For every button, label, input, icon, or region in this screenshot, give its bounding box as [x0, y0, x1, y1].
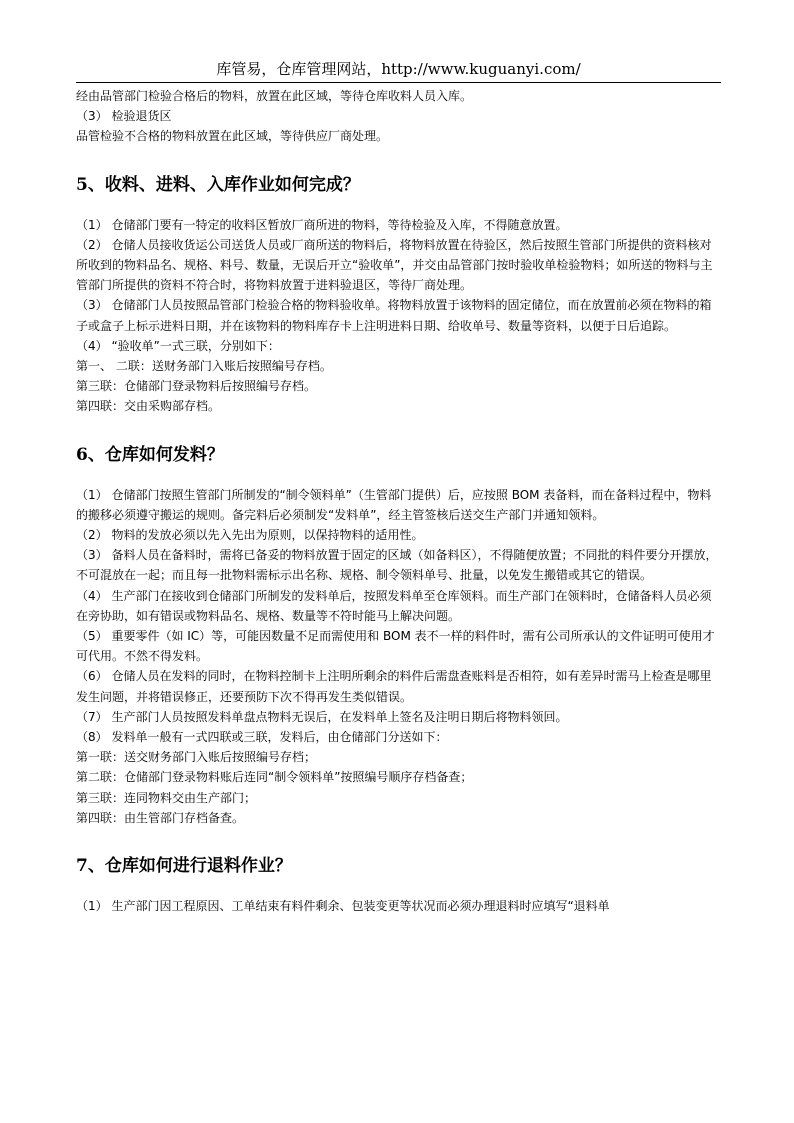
paragraph: 第四联：交由采购部存档。	[76, 399, 221, 414]
paragraph: （4） “验收单”一式三联，分别如下：	[76, 338, 280, 353]
paragraph: 品管检验不合格的物料放置在此区域，等待供应厂商处理。	[76, 129, 389, 144]
paragraph: （2） 仓储人员接收货运公司送货人员或厂商所送的物料后，将物料放置在待验区，然后按照生管部门所提供的资料核对所收到的物料品名、规格、料号、数量，无误后开立“验收单”，并交由品管部门按时验收单检验物料；如所送的物料与主管部门所提供的资料不符合时，将物料放置于进料验退区，等待厂商处理。	[76, 237, 713, 293]
paragraph: 第一、 二联：送财务部门入账后按照编号存档。	[76, 359, 332, 374]
section-6-title: 6、仓库如何发料？	[76, 444, 224, 465]
paragraph: 经由品管部门检验合格后的物料，放置在此区域，等待仓库收料人员入库。	[76, 89, 473, 103]
paragraph: 第三联：仓储部门登录物料后按照编号存档。	[76, 379, 317, 394]
paragraph: （1） 仓储部门要有一特定的收料区暂放厂商所进的物料，等待检验及入库，不得随意放置。	[76, 217, 568, 232]
paragraph: （2） 物料的发放必须以先入先出为原则，以保持物料的适用性。	[76, 528, 424, 543]
paragraph: （1） 仓储部门按照生管部门所制发的“制令领料单”（生管部门提供）后，应按照 BOM 表备料，而在备料过程中，物料的搬移必须遵守搬运的规则。备完料后必须制发“发料单”，经主管签核后送交生产部门并通知领料。	[76, 487, 712, 522]
section-6-body	[76, 485, 721, 828]
paragraph: （8） 发料单一般有一式四联或三联，发料后，由仓储部门分送如下：	[76, 730, 448, 745]
paragraph: （7） 生产部门人员按照发料单盘点物料无误后，在发料单上签名及注明日期后将物料领回。	[76, 709, 568, 724]
document-body	[76, 86, 721, 916]
section-5-body	[76, 215, 721, 417]
paragraph: （5） 重要零件（如 IC）等，可能因数量不足而需使用和 BOM 表不一样的料件时，需有公司所承认的文件证明可使用才可代用。不然不得发料。	[76, 629, 715, 664]
paragraph: 第二联：仓储部门登录物料账后连同“制令领料单”按照编号顺序存档备查；	[76, 770, 473, 785]
paragraph: （3） 检验退货区	[76, 109, 172, 124]
section-7-title: 7、仓库如何进行退料作业？	[76, 856, 292, 877]
paragraph: （1） 生产部门因工程原因、工单结束有料件剩余、包装变更等状况而必须办理退料时应填写“退料单	[76, 899, 610, 914]
paragraph: （3） 备料人员在备料时，需将已备妥的物料放置于固定的区域（如备料区），不得随便放置；不同批的料件要分开摆放，不可混放在一起；而且每一批物料需标示出名称、规格、制令领料单号、批量，以免发生搬错或其它的错误。	[76, 548, 718, 583]
section-7-body	[76, 896, 721, 916]
page-header: 库管易，仓库管理网站，http://www.kuguanyi.com/	[76, 58, 721, 83]
intro-block	[76, 86, 721, 147]
paragraph: （3） 仓储部门人员按照品管部门检验合格的物料验收单。将物料放置于该物料的固定储位，而在放置前必须在物料的箱子或盒子上标示进料日期，并在该物料的物料库存卡上注明进料日期、给收单号、数量等资料，以便于日后追踪。	[76, 298, 712, 333]
paragraph: 第一联：送交财务部门入账后按照编号存档；	[76, 750, 317, 765]
paragraph: 第三联：连同物料交由生产部门；	[76, 790, 257, 805]
paragraph: （6） 仓储人员在发料的同时，在物料控制卡上注明所剩余的料件后需盘查账料是否相符，如有差异时需马上检查是哪里发生问题，并将错误修正，还要预防下次不得再发生类似错误。	[76, 669, 712, 704]
section-5-title: 5、收料、进料、入库作业如何完成？	[76, 174, 360, 195]
paragraph: （4） 生产部门在接收到仓储部门所制发的发料单后，按照发料单至仓库领料。而生产部门在领料时，仓储备料人员必须在旁协助，如有错误或物料品名、规格、数量等不符时能马上解决问题。	[76, 588, 712, 623]
paragraph: 第四联：由生管部门存档备查。	[76, 810, 245, 825]
